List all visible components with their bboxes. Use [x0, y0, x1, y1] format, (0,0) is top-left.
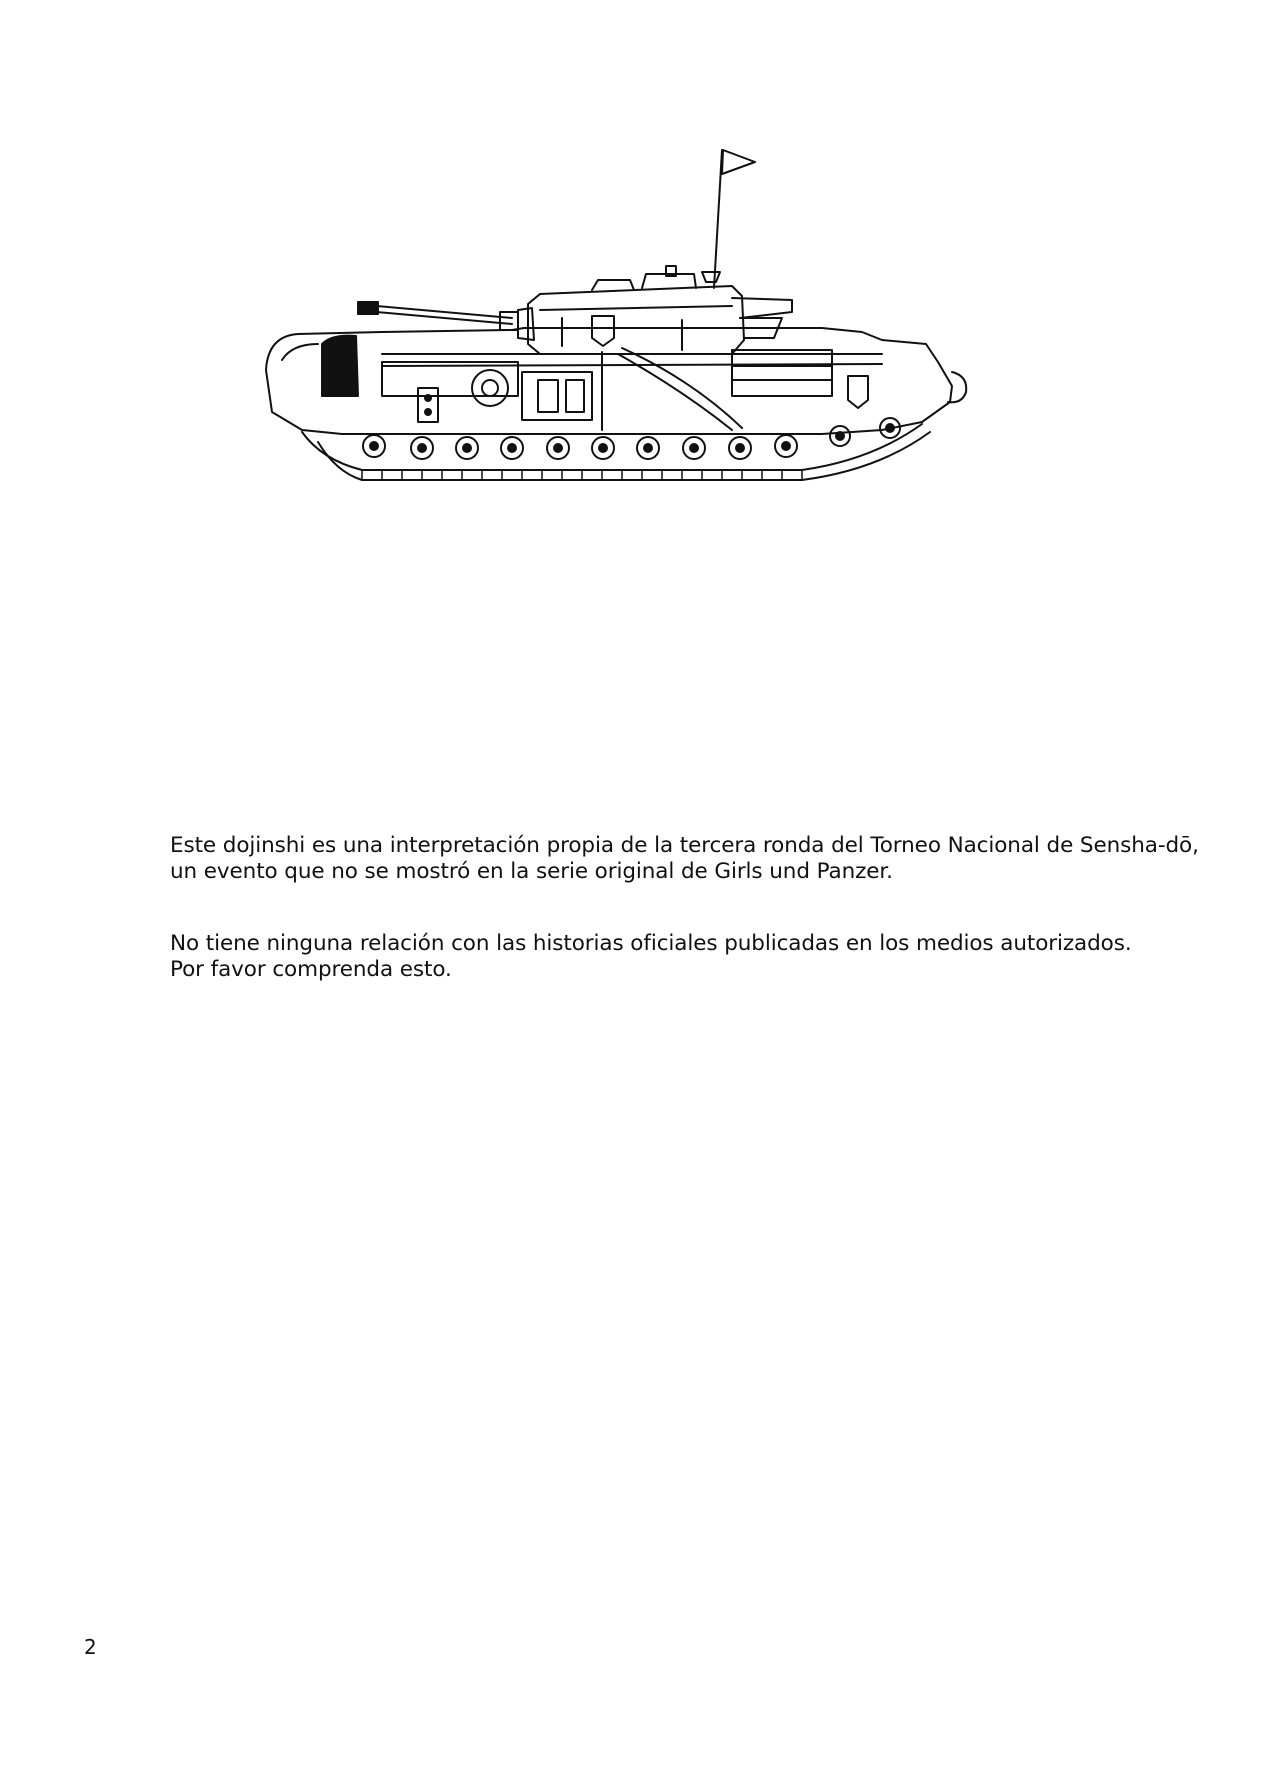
disclaimer-notice: [170, 833, 1220, 983]
disclaimer-line: Por favor comprenda esto.: [170, 957, 452, 982]
page-number: 2: [84, 1635, 97, 1659]
road-wheels-icon: [363, 418, 900, 459]
antenna-flag-icon: [714, 150, 755, 288]
gun-barrel-icon: [358, 302, 534, 340]
disclaimer-paragraph-2: [170, 931, 1220, 983]
disclaimer-line: No tiene ninguna relación con las historias oficiales publicadas en los medios autorizados.: [170, 931, 1132, 956]
disclaimer-line: Este dojinshi es una interpretación propia de la tercera ronda del Torneo Nacional de Sensha-dō,: [170, 833, 1199, 858]
hull-icon: [266, 328, 966, 434]
disclaimer-line: un evento que no se mostró en la serie original de Girls und Panzer.: [170, 859, 893, 884]
disclaimer-paragraph-1: [170, 833, 1220, 885]
turret-icon: [528, 266, 792, 354]
tank-illustration: [262, 140, 1022, 540]
